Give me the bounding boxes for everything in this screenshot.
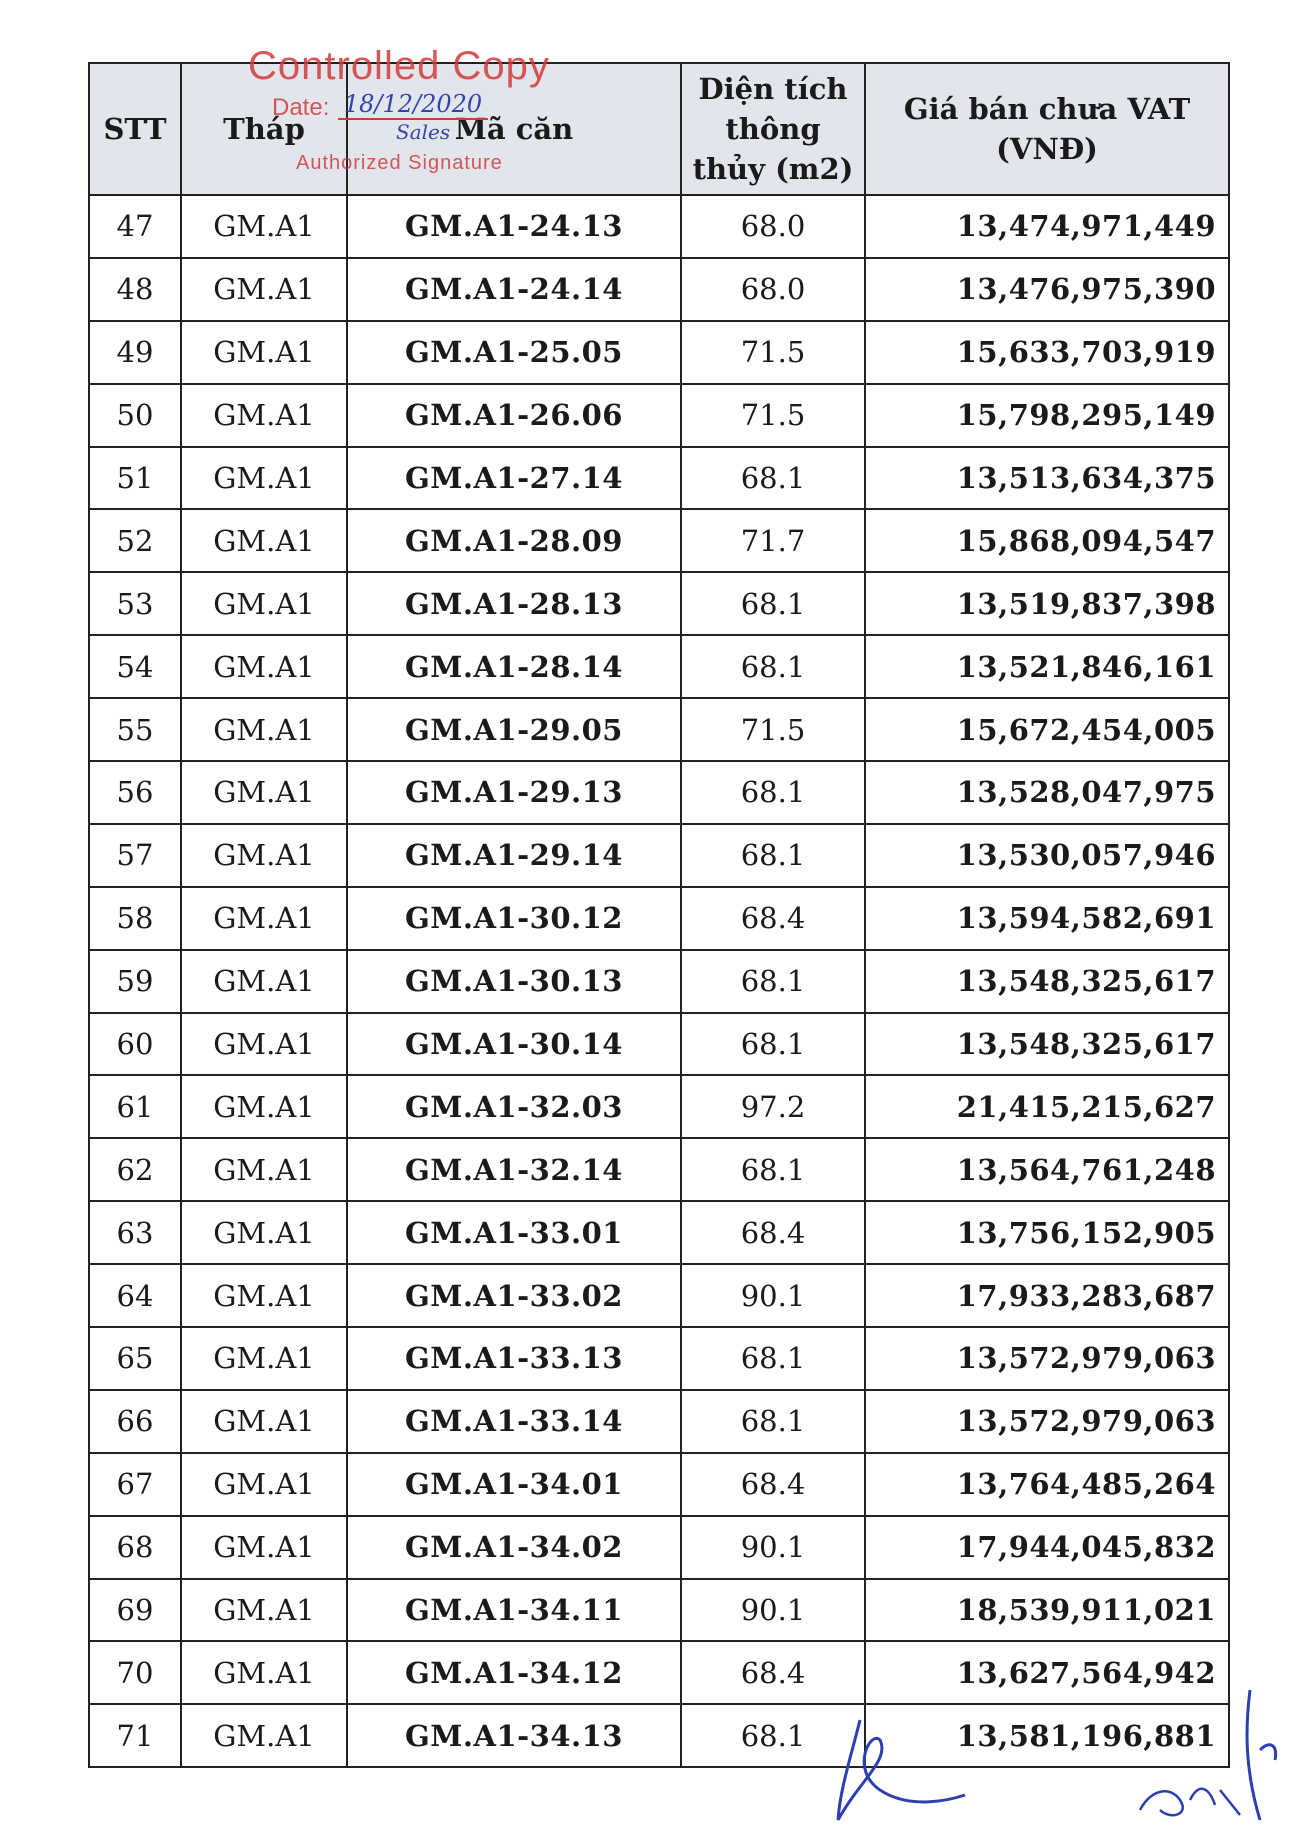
stamp-date-value: 18/12/2020 — [338, 90, 488, 120]
cell-stt: 68 — [89, 1516, 181, 1579]
cell-stt: 57 — [89, 824, 181, 887]
header-dien-tich-line1: Diện tích — [698, 72, 848, 106]
cell-ma-can: GM.A1-33.13 — [347, 1327, 681, 1390]
cell-stt: 56 — [89, 761, 181, 824]
cell-gia-ban: 13,548,325,617 — [865, 1013, 1229, 1076]
cell-ma-can: GM.A1-30.13 — [347, 950, 681, 1013]
cell-gia-ban: 13,476,975,390 — [865, 258, 1229, 321]
table-row — [89, 1453, 1229, 1516]
cell-gia-ban: 13,581,196,881 — [865, 1704, 1229, 1767]
table-row — [89, 1704, 1229, 1767]
cell-gia-ban: 13,764,485,264 — [865, 1453, 1229, 1516]
cell-stt: 64 — [89, 1264, 181, 1327]
cell-stt: 60 — [89, 1013, 181, 1076]
table-row — [89, 635, 1229, 698]
header-gia-ban — [865, 63, 1229, 195]
cell-dien-tich: 68.1 — [681, 1704, 865, 1767]
stamp-authorized-label: Authorized Signature — [296, 152, 503, 174]
cell-ma-can: GM.A1-28.14 — [347, 635, 681, 698]
cell-ma-can: GM.A1-33.01 — [347, 1201, 681, 1264]
cell-gia-ban: 13,519,837,398 — [865, 572, 1229, 635]
cell-dien-tich: 68.1 — [681, 1390, 865, 1453]
cell-gia-ban: 21,415,215,627 — [865, 1075, 1229, 1138]
cell-thap: GM.A1 — [181, 1704, 347, 1767]
cell-dien-tich: 71.5 — [681, 321, 865, 384]
header-gia-line2: (VNĐ) — [996, 132, 1098, 166]
cell-gia-ban: 17,933,283,687 — [865, 1264, 1229, 1327]
cell-thap: GM.A1 — [181, 824, 347, 887]
cell-thap: GM.A1 — [181, 321, 347, 384]
cell-ma-can: GM.A1-34.13 — [347, 1704, 681, 1767]
cell-thap: GM.A1 — [181, 509, 347, 572]
cell-ma-can: GM.A1-24.13 — [347, 195, 681, 258]
table-row — [89, 1390, 1229, 1453]
cell-thap: GM.A1 — [181, 258, 347, 321]
header-dien-tich — [681, 63, 865, 195]
cell-thap: GM.A1 — [181, 1516, 347, 1579]
header-dien-tich-line2: thông — [725, 112, 821, 146]
cell-gia-ban: 15,672,454,005 — [865, 698, 1229, 761]
cell-dien-tich: 68.1 — [681, 1327, 865, 1390]
cell-thap: GM.A1 — [181, 761, 347, 824]
table-row — [89, 1579, 1229, 1642]
cell-stt: 52 — [89, 509, 181, 572]
cell-dien-tich: 90.1 — [681, 1579, 865, 1642]
table-row — [89, 824, 1229, 887]
cell-dien-tich: 68.1 — [681, 761, 865, 824]
cell-stt: 54 — [89, 635, 181, 698]
cell-stt: 58 — [89, 887, 181, 950]
cell-ma-can: GM.A1-28.09 — [347, 509, 681, 572]
cell-stt: 47 — [89, 195, 181, 258]
cell-dien-tich: 68.4 — [681, 1201, 865, 1264]
table-row — [89, 698, 1229, 761]
cell-thap: GM.A1 — [181, 1138, 347, 1201]
cell-gia-ban: 13,756,152,905 — [865, 1201, 1229, 1264]
cell-stt: 63 — [89, 1201, 181, 1264]
cell-ma-can: GM.A1-30.14 — [347, 1013, 681, 1076]
cell-ma-can: GM.A1-33.02 — [347, 1264, 681, 1327]
table-row — [89, 887, 1229, 950]
cell-dien-tich: 68.1 — [681, 950, 865, 1013]
cell-stt: 65 — [89, 1327, 181, 1390]
cell-gia-ban: 13,474,971,449 — [865, 195, 1229, 258]
stamp-date-label: Date: — [272, 94, 330, 121]
table-body — [89, 195, 1229, 1767]
cell-stt: 48 — [89, 258, 181, 321]
cell-dien-tich: 68.1 — [681, 1138, 865, 1201]
cell-gia-ban: 13,627,564,942 — [865, 1641, 1229, 1704]
cell-ma-can: GM.A1-29.13 — [347, 761, 681, 824]
cell-dien-tich: 68.0 — [681, 258, 865, 321]
table-row — [89, 572, 1229, 635]
cell-gia-ban: 13,572,979,063 — [865, 1390, 1229, 1453]
cell-gia-ban: 13,564,761,248 — [865, 1138, 1229, 1201]
table-header-row — [89, 63, 1229, 195]
cell-thap: GM.A1 — [181, 1264, 347, 1327]
table-row — [89, 1201, 1229, 1264]
cell-stt: 70 — [89, 1641, 181, 1704]
table-row — [89, 195, 1229, 258]
cell-ma-can: GM.A1-32.03 — [347, 1075, 681, 1138]
cell-thap: GM.A1 — [181, 635, 347, 698]
cell-thap: GM.A1 — [181, 384, 347, 447]
cell-dien-tich: 68.0 — [681, 195, 865, 258]
cell-stt: 71 — [89, 1704, 181, 1767]
cell-dien-tich: 68.1 — [681, 824, 865, 887]
cell-gia-ban: 15,633,703,919 — [865, 321, 1229, 384]
cell-gia-ban: 13,521,846,161 — [865, 635, 1229, 698]
cell-stt: 53 — [89, 572, 181, 635]
cell-thap: GM.A1 — [181, 950, 347, 1013]
cell-stt: 50 — [89, 384, 181, 447]
table-row — [89, 258, 1229, 321]
cell-gia-ban: 13,528,047,975 — [865, 761, 1229, 824]
table-row — [89, 761, 1229, 824]
table-row — [89, 950, 1229, 1013]
cell-dien-tich: 90.1 — [681, 1516, 865, 1579]
cell-ma-can: GM.A1-33.14 — [347, 1390, 681, 1453]
cell-thap: GM.A1 — [181, 1013, 347, 1076]
cell-thap: GM.A1 — [181, 447, 347, 510]
cell-dien-tich: 68.1 — [681, 572, 865, 635]
cell-gia-ban: 15,798,295,149 — [865, 384, 1229, 447]
cell-gia-ban: 18,539,911,021 — [865, 1579, 1229, 1642]
stamp-signature: Sales — [396, 120, 451, 144]
cell-stt: 59 — [89, 950, 181, 1013]
cell-ma-can: GM.A1-34.11 — [347, 1579, 681, 1642]
cell-gia-ban: 13,594,582,691 — [865, 887, 1229, 950]
table-row — [89, 384, 1229, 447]
cell-stt: 66 — [89, 1390, 181, 1453]
cell-thap: GM.A1 — [181, 1579, 347, 1642]
cell-dien-tich: 68.4 — [681, 1641, 865, 1704]
table-row — [89, 1516, 1229, 1579]
cell-gia-ban: 15,868,094,547 — [865, 509, 1229, 572]
cell-ma-can: GM.A1-24.14 — [347, 258, 681, 321]
cell-ma-can: GM.A1-29.05 — [347, 698, 681, 761]
cell-gia-ban: 13,530,057,946 — [865, 824, 1229, 887]
stamp-title: Controlled Copy — [248, 44, 550, 88]
price-table — [88, 62, 1230, 1768]
cell-gia-ban: 13,513,634,375 — [865, 447, 1229, 510]
cell-thap: GM.A1 — [181, 1641, 347, 1704]
cell-thap: GM.A1 — [181, 1390, 347, 1453]
cell-dien-tich: 90.1 — [681, 1264, 865, 1327]
header-dien-tich-line3: thủy (m2) — [692, 152, 854, 186]
cell-stt: 55 — [89, 698, 181, 761]
cell-gia-ban: 13,572,979,063 — [865, 1327, 1229, 1390]
cell-thap: GM.A1 — [181, 887, 347, 950]
cell-thap: GM.A1 — [181, 195, 347, 258]
table-row — [89, 1075, 1229, 1138]
header-gia-line1: Giá bán chưa VAT — [903, 92, 1191, 126]
cell-stt: 61 — [89, 1075, 181, 1138]
cell-thap: GM.A1 — [181, 572, 347, 635]
cell-stt: 69 — [89, 1579, 181, 1642]
table-row — [89, 321, 1229, 384]
cell-stt: 49 — [89, 321, 181, 384]
table-row — [89, 509, 1229, 572]
cell-stt: 62 — [89, 1138, 181, 1201]
table-row — [89, 1264, 1229, 1327]
cell-gia-ban: 17,944,045,832 — [865, 1516, 1229, 1579]
cell-ma-can: GM.A1-26.06 — [347, 384, 681, 447]
cell-gia-ban: 13,548,325,617 — [865, 950, 1229, 1013]
cell-ma-can: GM.A1-32.14 — [347, 1138, 681, 1201]
cell-dien-tich: 71.5 — [681, 384, 865, 447]
cell-dien-tich: 97.2 — [681, 1075, 865, 1138]
header-thap: Tháp — [181, 63, 347, 195]
table-row — [89, 447, 1229, 510]
cell-thap: GM.A1 — [181, 1075, 347, 1138]
cell-dien-tich: 71.5 — [681, 698, 865, 761]
cell-thap: GM.A1 — [181, 1201, 347, 1264]
table-row — [89, 1138, 1229, 1201]
cell-ma-can: GM.A1-29.14 — [347, 824, 681, 887]
cell-dien-tich: 68.1 — [681, 447, 865, 510]
cell-stt: 51 — [89, 447, 181, 510]
table-row — [89, 1327, 1229, 1390]
cell-stt: 67 — [89, 1453, 181, 1516]
cell-ma-can: GM.A1-34.12 — [347, 1641, 681, 1704]
cell-thap: GM.A1 — [181, 698, 347, 761]
cell-ma-can: GM.A1-34.02 — [347, 1516, 681, 1579]
cell-dien-tich: 68.4 — [681, 887, 865, 950]
cell-ma-can: GM.A1-34.01 — [347, 1453, 681, 1516]
header-ma-can: Mã căn — [347, 63, 681, 195]
cell-ma-can: GM.A1-30.12 — [347, 887, 681, 950]
cell-ma-can: GM.A1-27.14 — [347, 447, 681, 510]
cell-thap: GM.A1 — [181, 1453, 347, 1516]
cell-ma-can: GM.A1-28.13 — [347, 572, 681, 635]
cell-dien-tich: 68.4 — [681, 1453, 865, 1516]
cell-dien-tich: 71.7 — [681, 509, 865, 572]
cell-ma-can: GM.A1-25.05 — [347, 321, 681, 384]
table-row — [89, 1013, 1229, 1076]
header-stt: STT — [89, 63, 181, 195]
cell-dien-tich: 68.1 — [681, 635, 865, 698]
table-row — [89, 1641, 1229, 1704]
cell-thap: GM.A1 — [181, 1327, 347, 1390]
cell-dien-tich: 68.1 — [681, 1013, 865, 1076]
